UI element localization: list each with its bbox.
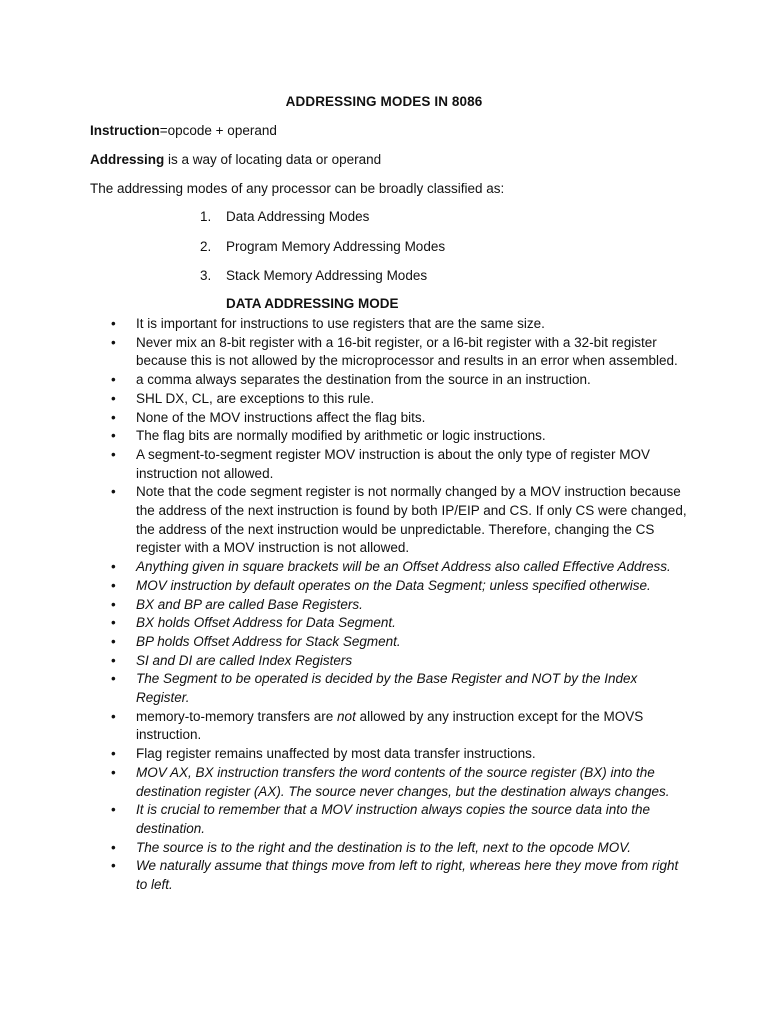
bullet-glyph: • <box>111 390 116 406</box>
bullet-text: allowed by any instruction except for the MOVS instruction. <box>136 708 644 743</box>
bullet-item <box>109 839 689 858</box>
bullet-glyph: • <box>111 577 116 593</box>
bullet-text: MOV instruction by default operates on the Data Segment; unless specified otherwise. <box>136 577 651 593</box>
bullet-text: memory-to-memory transfers are <box>136 708 338 724</box>
bullet-text: The source is to the right and the destination is to the left, next to the opcode MOV. <box>136 839 632 855</box>
bullet-glyph: • <box>111 316 116 331</box>
bullet-item <box>109 614 689 633</box>
bullet-emphasis: not <box>337 708 356 724</box>
bullet-glyph: • <box>111 839 116 855</box>
bullet-glyph: • <box>111 372 116 388</box>
addressing-definition-text: is a way of locating data or operand <box>164 152 382 167</box>
bullet-text: We naturally assume that things move from left to right, whereas here they move from right to left. <box>136 858 679 893</box>
bullet-glyph: • <box>111 746 116 762</box>
addressing-modes-list <box>200 208 445 297</box>
bullet-item <box>109 801 689 838</box>
bullet-glyph: • <box>111 802 116 818</box>
bullet-text: Note that the code segment register is not normally changed by a MOV instruction because the address of the next instruction is found by both IP/EIP and CS. If only CS were changed, the address of the next instruction would be unpredictable. Therefore, changing the CS register with a MOV instruction is not allowed. <box>136 484 687 556</box>
bullet-text: a comma always separates the destination from the source in an instruction. <box>136 372 591 388</box>
list-label: Stack Memory Addressing Modes <box>226 268 428 283</box>
bullet-item <box>109 483 689 558</box>
bullet-list <box>109 315 689 895</box>
bullet-glyph: • <box>111 484 116 500</box>
list-item <box>200 238 445 268</box>
addressing-term: Addressing <box>90 152 165 167</box>
bullet-item <box>109 371 689 390</box>
bullet-item <box>109 633 689 652</box>
bullet-item <box>109 390 689 409</box>
bullet-glyph: • <box>111 633 116 649</box>
bullet-item <box>109 334 689 371</box>
bullet-glyph: • <box>111 428 116 444</box>
bullet-glyph: • <box>111 764 116 780</box>
list-number: 3. <box>200 268 212 283</box>
bullet-text: None of the MOV instructions affect the flag bits. <box>136 409 426 425</box>
bullet-text: It is crucial to remember that a MOV instruction always copies the source data into the destination. <box>136 802 650 836</box>
instruction-definition-text: =opcode + operand <box>159 123 277 138</box>
instruction-definition <box>90 123 277 138</box>
section-title: DATA ADDRESSING MODE <box>226 296 399 311</box>
bullet-glyph: • <box>111 409 116 425</box>
list-item <box>200 267 445 297</box>
bullet-glyph: • <box>111 596 116 612</box>
bullet-item <box>109 446 689 483</box>
bullet-text: SI and DI are called Index Registers <box>136 652 353 668</box>
bullet-item <box>109 652 689 671</box>
bullet-text: Anything given in square brackets will be an Offset Address also called Effective Address. <box>136 559 671 575</box>
bullet-text: Never mix an 8-bit register with a 16-bit register, or a l6-bit register with a 32-bit register because this is not allowed by the microprocessor and results in an error when assembled. <box>136 334 678 369</box>
bullet-item <box>109 708 689 745</box>
bullet-text: It is important for instructions to use registers that are the same size. <box>136 316 545 331</box>
bullet-text: BX and BP are called Base Registers. <box>136 596 363 612</box>
bullet-text: The flag bits are normally modified by arithmetic or logic instructions. <box>136 428 546 444</box>
bullet-text: MOV AX, BX instruction transfers the word contents of the source register (BX) into the destination register (AX). The source never changes, but the destination always changes. <box>136 764 670 799</box>
bullet-item <box>109 670 689 707</box>
bullet-glyph: • <box>111 652 116 668</box>
bullet-item <box>109 577 689 596</box>
list-label: Data Addressing Modes <box>226 209 370 224</box>
bullet-item <box>109 596 689 615</box>
bullet-glyph: • <box>111 708 116 724</box>
bullet-glyph: • <box>111 446 116 462</box>
bullet-item <box>109 764 689 801</box>
bullet-item <box>109 409 689 428</box>
bullet-glyph: • <box>111 858 116 874</box>
bullet-glyph: • <box>111 334 116 350</box>
bullet-item <box>109 745 689 764</box>
addressing-definition <box>90 152 381 167</box>
document-title: ADDRESSING MODES IN 8086 <box>285 94 483 109</box>
list-label: Program Memory Addressing Modes <box>226 238 446 254</box>
instruction-term: Instruction <box>90 123 160 138</box>
bullet-glyph: • <box>111 559 116 575</box>
bullet-text: The Segment to be operated is decided by the Base Register and NOT by the Index Register. <box>136 671 638 706</box>
bullet-text: Flag register remains unaffected by most data transfer instructions. <box>136 746 536 762</box>
bullet-item <box>109 558 689 577</box>
bullet-glyph: • <box>111 615 116 631</box>
list-item <box>200 208 445 238</box>
bullet-glyph: • <box>111 671 116 687</box>
list-number: 2. <box>200 238 212 254</box>
bullet-item <box>109 315 689 334</box>
bullet-text: SHL DX, CL, are exceptions to this rule. <box>136 390 375 406</box>
bullet-text: BX holds Offset Address for Data Segment. <box>136 615 396 631</box>
bullet-text: A segment-to-segment register MOV instruction is about the only type of register MOV instruction not allowed. <box>136 446 650 481</box>
bullet-item <box>109 427 689 446</box>
classification-intro: The addressing modes of any processor can be broadly classified as: <box>90 181 505 196</box>
bullet-text: BP holds Offset Address for Stack Segment. <box>136 633 401 649</box>
bullet-item <box>109 857 689 894</box>
list-number: 1. <box>200 209 212 224</box>
